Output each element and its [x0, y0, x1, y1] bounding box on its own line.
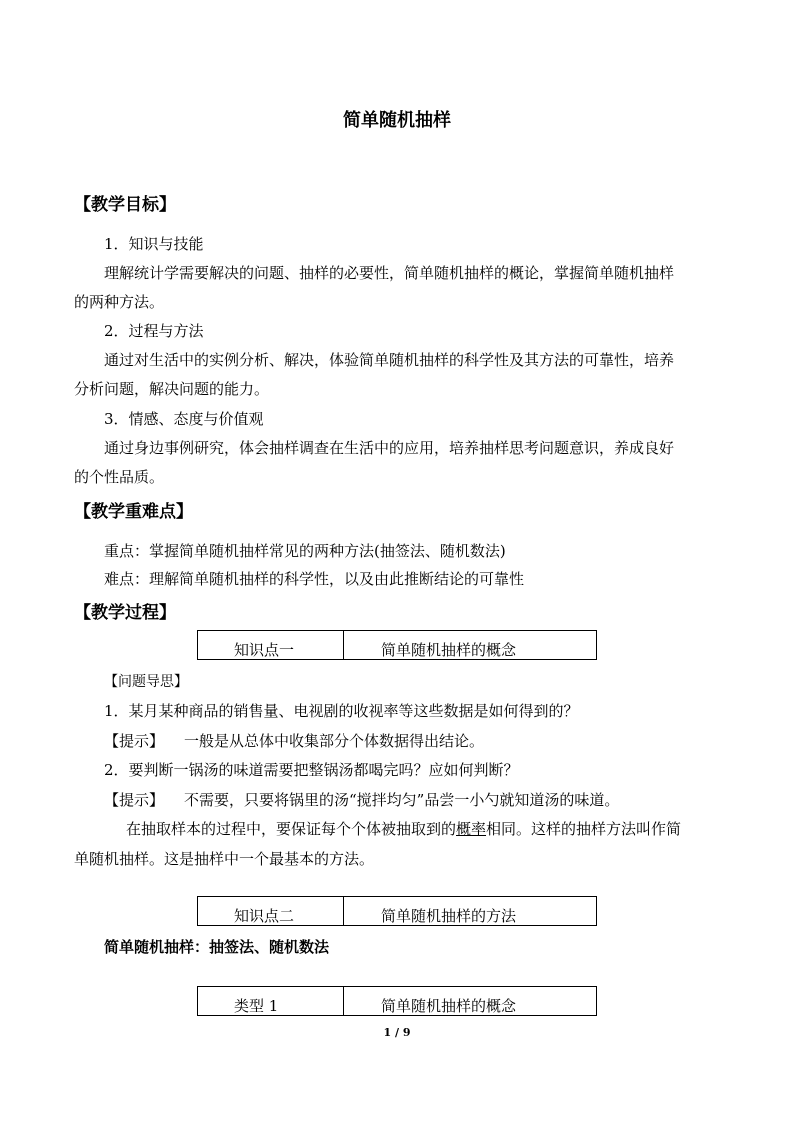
answer-1: 一般是从总体中收集部分个体数据得出结论。 [184, 732, 485, 750]
knowledge-table-2 [197, 896, 597, 926]
guide-heading: 【问题导思】 [104, 674, 188, 690]
table-2-right-cell: 简单随机抽样的方法 [381, 907, 517, 925]
table-3-left-cell: 类型 1 [234, 997, 279, 1015]
hint-label: 【提示】 [104, 791, 165, 809]
objective-2-text-line1: 通过对生活中的实例分析、解决，体验简单随机抽样的科学性及其方法的可靠性，培养 [104, 351, 675, 369]
table-2-left-cell: 知识点二 [234, 907, 295, 925]
question-2: 2．要判断一锅汤的味道需要把整锅汤都喝完吗？应如何判断？ [104, 761, 519, 779]
knowledge-table-1 [197, 630, 597, 660]
objective-1-label: 1．知识与技能 [104, 235, 204, 253]
hint-1 [104, 730, 484, 751]
hint-2 [104, 789, 619, 810]
objective-1-text-line2: 的两种方法。 [74, 293, 165, 311]
objective-3-text-line2: 的个性品质。 [74, 468, 165, 486]
objective-3-label: 3．情感、态度与价值观 [104, 410, 264, 428]
objective-1-text-line1: 理解统计学需要解决的问题、抽样的必要性，简单随机抽样的概论，掌握简单随机抽样 [104, 264, 675, 282]
objective-2-label: 2．过程与方法 [104, 322, 204, 340]
table-1-left-cell: 知识点一 [234, 641, 295, 659]
definition-para-line1: 在抽取样本的过程中，要保证每个个体被抽取到的概率相同。这样的抽样方法叫作简 [126, 820, 682, 838]
table-3-right-cell: 简单随机抽样的概念 [381, 997, 517, 1015]
methods-heading: 简单随机抽样：抽签法、随机数法 [104, 938, 330, 956]
key-point: 重点：掌握简单随机抽样常见的两种方法(抽签法、随机数法) [104, 542, 506, 560]
page-title: 简单随机抽样 [343, 110, 451, 131]
answer-2: 不需要，只要将锅里的汤“搅拌均匀”品尝一小勺就知道汤的味道。 [184, 791, 620, 809]
question-1: 1．某月某种商品的销售量、电视剧的收视率等这些数据是如何得到的？ [104, 702, 579, 720]
table-1-right-cell: 简单随机抽样的概念 [381, 641, 517, 659]
probability-term: 概率 [456, 820, 487, 838]
definition-para-line2: 单随机抽样。这是抽样中一个最基本的方法。 [74, 850, 375, 868]
hint-label: 【提示】 [104, 732, 165, 750]
section-heading-objectives: 【教学目标】 [74, 195, 176, 215]
section-heading-key-points: 【教学重难点】 [74, 502, 193, 522]
section-heading-process: 【教学过程】 [74, 603, 176, 623]
page-number: 1 / 9 [383, 1026, 411, 1039]
objective-2-text-line2: 分析问题，解决问题的能力。 [74, 380, 270, 398]
objective-3-text-line1: 通过身边事例研究，体会抽样调查在生活中的应用，培养抽样思考问题意识，养成良好 [104, 439, 675, 457]
type-table-1 [197, 986, 597, 1016]
difficult-point: 难点：理解简单随机抽样的科学性，以及由此推断结论的可靠性 [104, 570, 525, 588]
